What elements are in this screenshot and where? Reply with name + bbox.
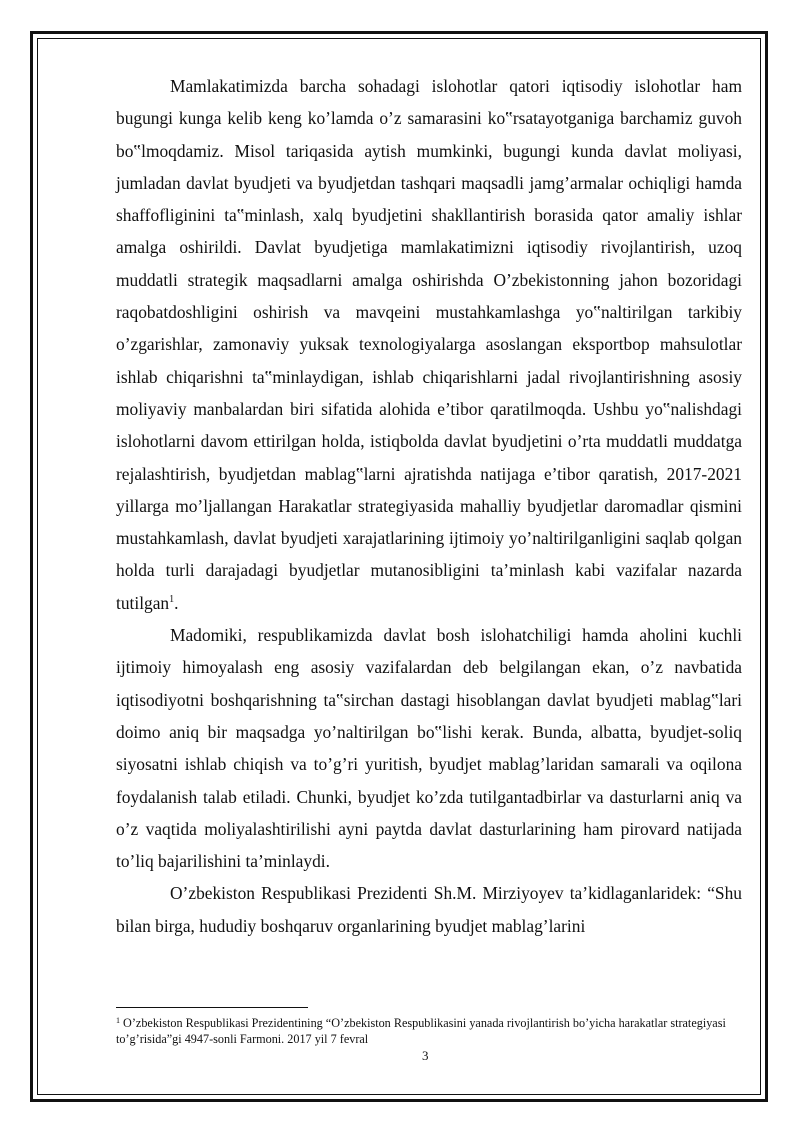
document-body: [116, 70, 742, 942]
footnote: [116, 1015, 742, 1047]
paragraph-1-text: Mamlakatimizda barcha sohadagi islohotlar qatori iqtisodiy islohotlar ham bugungi kunga kelib keng ko’lamda o’z samarasini ko‟rsatayotganiga barchamiz guvoh bo‟lmoqdamiz. Misol tariqasida aytish mumkinki, bugungi kunda davlat moliyasi, jumladan davlat byudjeti va byudjetdan tashqari maqsadli jamg’armalar ochiqligi hamda shaffofliginini ta‟minlash, xalq byudjetini shakllantirish borasida qator amaliy ishlar amalga oshirildi. Davlat byudjetiga mamlakatimizni iqtisodiy rivojlantirish, uzoq muddatli strategik maqsadlarni amalga oshirishda O’zbekistonning jahon bozoridagi raqobatdoshligini oshirish va mavqeini mustahkamlashga yo‟naltirilgan tarkibiy o’zgarishlar, zamonaviy yuksak texnologiyalarga asoslangan eksportbop mahsulotlar ishlab chiqarishni ta‟minlaydigan, ishlab chiqarishlarni jadal rivojlantirishning asosiy moliyaviy manbalardan biri sifatida alohida e’tibor qaratilmoqda. Ushbu yo‟nalishdagi islohotlarni davom ettirilgan holda, istiqbolda davlat byudjetini o’rta muddatli muddatga rejalashtirish, byudjetdan mablag‟larni ajratishda natijaga e’tibor qaratish, 2017-2021 yillarga mo’ljallangan Harakatlar strategiyasida mahalliy byudjetlar daromadlar qismini mustahkamlash, davlat byudjeti xarajatlarining ijtimoiy yo’naltirilganligini saqlab qolgan holda turli darajadagi byudjetlar mutanosibligini ta’minlash kabi vazifalar nazarda tutilgan: [116, 76, 742, 613]
paragraph-3: O’zbekiston Respublikasi Prezidenti Sh.M. Mirziyoyev ta’kidlaganlaridek: “Shu bilan birga, hududiy boshqaruv organlarining byudjet mablag’larini: [116, 883, 742, 936]
page-number: 3: [422, 1048, 429, 1063]
footnote-text: O’zbekiston Respublikasi Prezidentining “O’zbekiston Respublikasini yanada rivojlantirish bo’yicha harakatlar strategiyasi to’g’risida”gi 4947-sonli Farmoni. 2017 yil 7 fevral: [116, 1016, 726, 1046]
paragraph-1: [116, 70, 742, 619]
footnote-reference[interactable]: 1: [169, 593, 175, 605]
footnote-separator: [116, 1007, 308, 1008]
footnote-marker: 1: [116, 1016, 120, 1025]
paragraph-1-end: .: [174, 592, 179, 613]
paragraph-2: Madomiki, respublikamizda davlat bosh islohatchiligi hamda aholini kuchli ijtimoiy himoyalash eng asosiy vazifalardan deb belgilangan ekan, o’z navbatida iqtisodiyotni boshqarishning ta‟sirchan dastagi hisoblangan davlat byudjeti mablag‟lari doimo aniq bir maqsadga yo’naltirilgan bo‟lishi kerak. Bunda, albatta, byudjet-soliq siyosatni ishlab chiqish va to’g’ri yuritish, byudjet mablag’laridan samarali va oqilona foydalanish talab etiladi. Chunki, byudjet ko’zda tutilgantadbirlar va dasturlarni aniq va o’z vaqtida moliyalashtirilishi ayni paytda davlat dasturlarining ham pirovard natijada to’liq bajarilishini ta’minlaydi.: [116, 625, 742, 872]
